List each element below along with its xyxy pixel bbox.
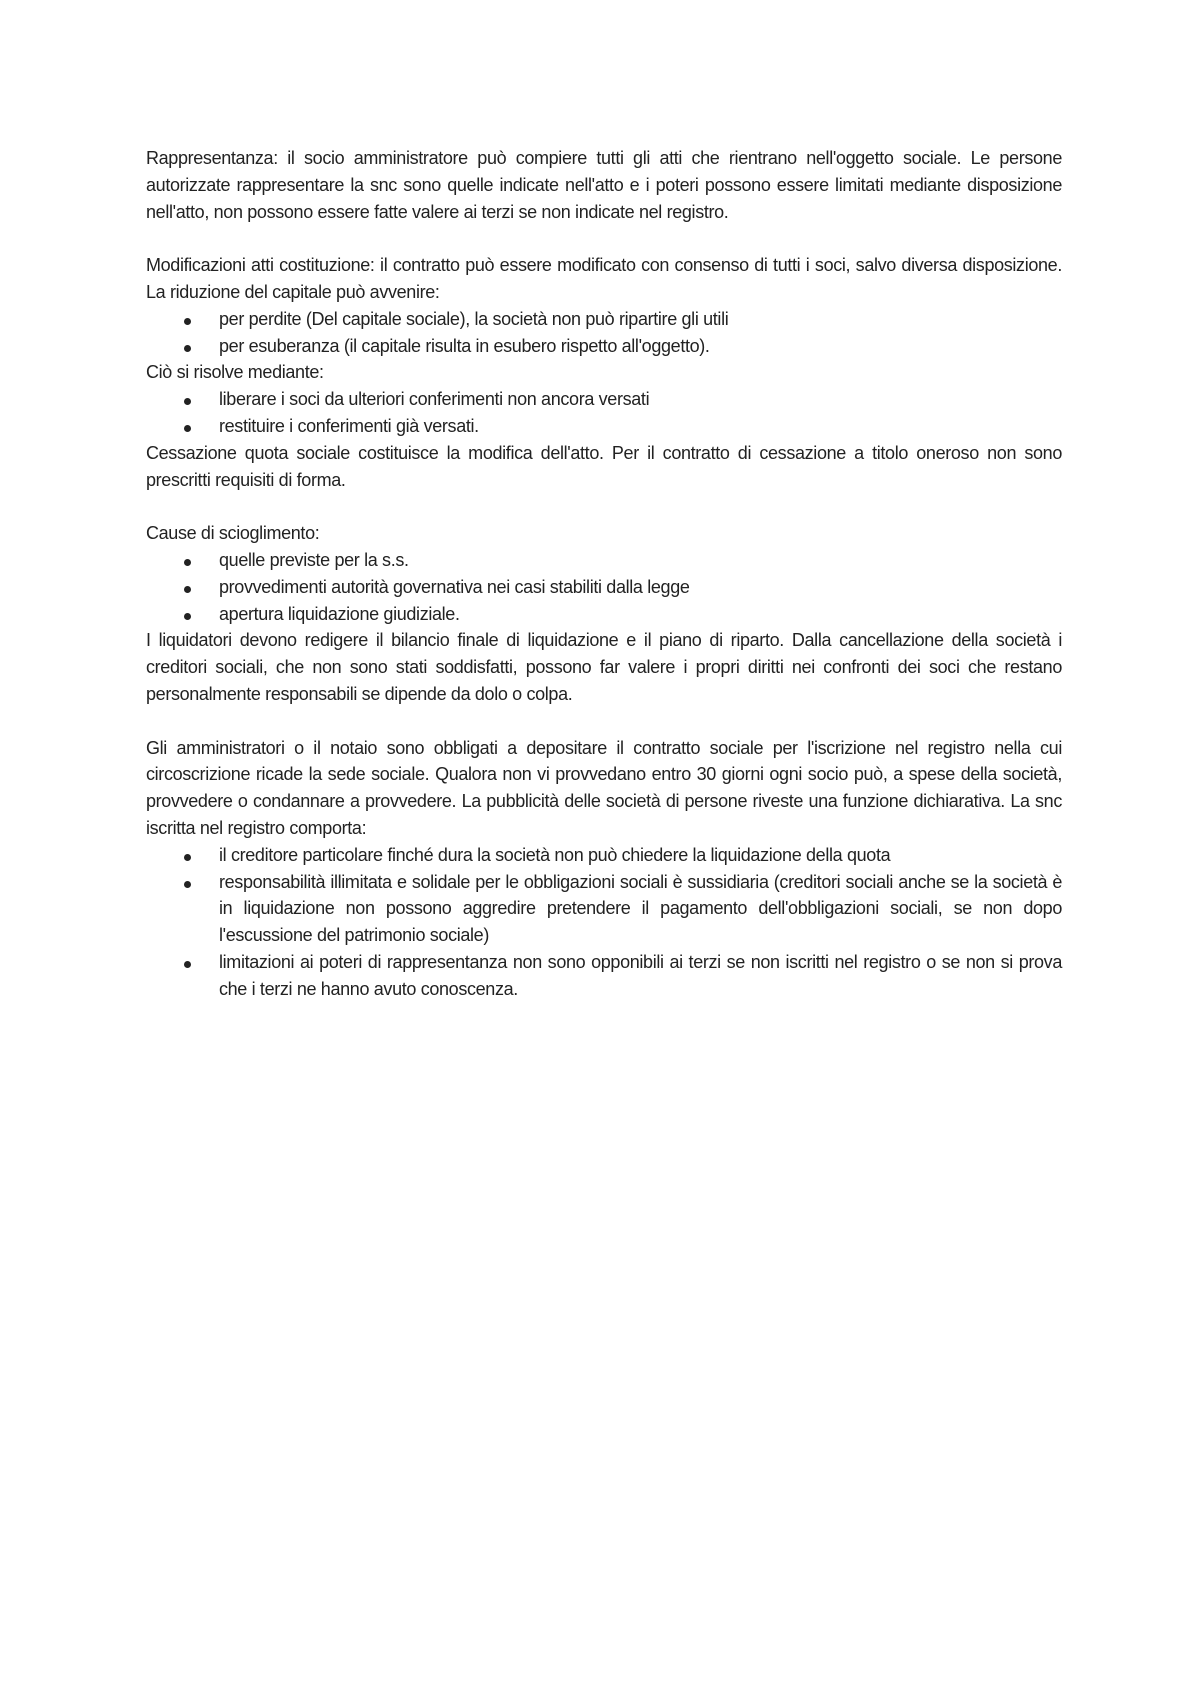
bullet-icon <box>184 425 191 432</box>
list-effetti-iscrizione <box>146 842 1062 1003</box>
list-item-text: restituire i conferimenti già versati. <box>219 415 479 436</box>
list-item <box>146 601 1062 628</box>
list-item-text: provvedimenti autorità governativa nei casi stabiliti dalla legge <box>219 576 690 597</box>
paragraph-cessazione: Cessazione quota sociale costituisce la modifica dell'atto. Per il contratto di cessazione a titolo oneroso non sono prescritti requisiti di forma. <box>146 442 1062 490</box>
list-item-text: responsabilità illimitata e solidale per le obbligazioni sociali è sussidiaria (creditori sociali anche se la società è in liquidazione non possono aggredire pretendere il pagamento dell'obbligazioni sociali, se non dopo l'escussione del patrimonio sociale) <box>219 871 1062 946</box>
bullet-icon <box>184 559 191 566</box>
list-item <box>146 413 1062 440</box>
bullet-icon <box>184 345 191 352</box>
list-item-text: il creditore particolare finché dura la società non può chiedere la liquidazione della quota <box>219 844 891 865</box>
paragraph-amministratori: Gli amministratori o il notaio sono obbligati a depositare il contratto sociale per l'iscrizione nel registro nella cui circoscrizione ricade la sede sociale. Qualora non vi provvedano entro 30 giorni ogni socio può, a spese della società, provvedere o condannare a provvedere. La pubblicità delle società di persone riveste una funzione dichiarativa. La snc iscritta nel registro comporta: <box>146 737 1062 838</box>
list-item <box>146 306 1062 333</box>
bullet-icon <box>184 613 191 620</box>
document-body <box>146 145 1062 1003</box>
paragraph-gap <box>146 493 1062 520</box>
bullet-icon <box>184 398 191 405</box>
paragraph-cause-scioglimento: Cause di scioglimento: <box>146 523 320 544</box>
list-item-text: quelle previste per la s.s. <box>219 549 409 570</box>
list-item-text: per perdite (Del capitale sociale), la società non può ripartire gli utili <box>219 308 729 329</box>
bullet-icon <box>184 961 191 968</box>
list-item <box>146 949 1062 1003</box>
list-riduzione-capitale <box>146 306 1062 360</box>
list-item-text: apertura liquidazione giudiziale. <box>219 603 460 624</box>
list-item <box>146 333 1062 360</box>
list-item-text: liberare i soci da ulteriori conferimenti non ancora versati <box>219 389 650 410</box>
list-cause-scioglimento <box>146 547 1062 627</box>
paragraph-risoluzione: Ciò si risolve mediante: <box>146 362 324 383</box>
bullet-icon <box>184 854 191 861</box>
list-item <box>146 574 1062 601</box>
paragraph-rappresentanza: Rappresentanza: il socio amministratore può compiere tutti gli atti che rientrano nell'oggetto sociale. Le persone autorizzate rappresentare la snc sono quelle indicate nell'atto e i poteri possono essere limitati mediante disposizione nell'atto, non possono essere fatte valere ai terzi se non indicate nel registro. <box>146 148 1062 222</box>
paragraph-gap <box>146 708 1062 735</box>
bullet-icon <box>184 586 191 593</box>
list-item <box>146 386 1062 413</box>
bullet-icon <box>184 318 191 325</box>
paragraph-modificazioni: Modificazioni atti costituzione: il contratto può essere modificato con consenso di tutti i soci, salvo diversa disposizione. La riduzione del capitale può avvenire: <box>146 255 1062 302</box>
list-risoluzione <box>146 386 1062 440</box>
paragraph-liquidatori: I liquidatori devono redigere il bilancio finale di liquidazione e il piano di riparto. Dalla cancellazione della società i creditori sociali, che non sono stati soddisfatti, possono far valere i propri diritti nei confronti dei soci che restano personalmente responsabili se dipende da dolo o colpa. <box>146 630 1062 704</box>
list-item <box>146 547 1062 574</box>
bullet-icon <box>184 881 191 888</box>
list-item <box>146 869 1062 949</box>
paragraph-gap <box>146 225 1062 252</box>
list-item-text: limitazioni ai poteri di rappresentanza non sono opponibili ai terzi se non iscritti nel registro o se non si prova che i terzi ne hanno avuto conoscenza. <box>219 951 1062 999</box>
list-item <box>146 842 1062 869</box>
list-item-text: per esuberanza (il capitale risulta in esubero rispetto all'oggetto). <box>219 335 710 356</box>
